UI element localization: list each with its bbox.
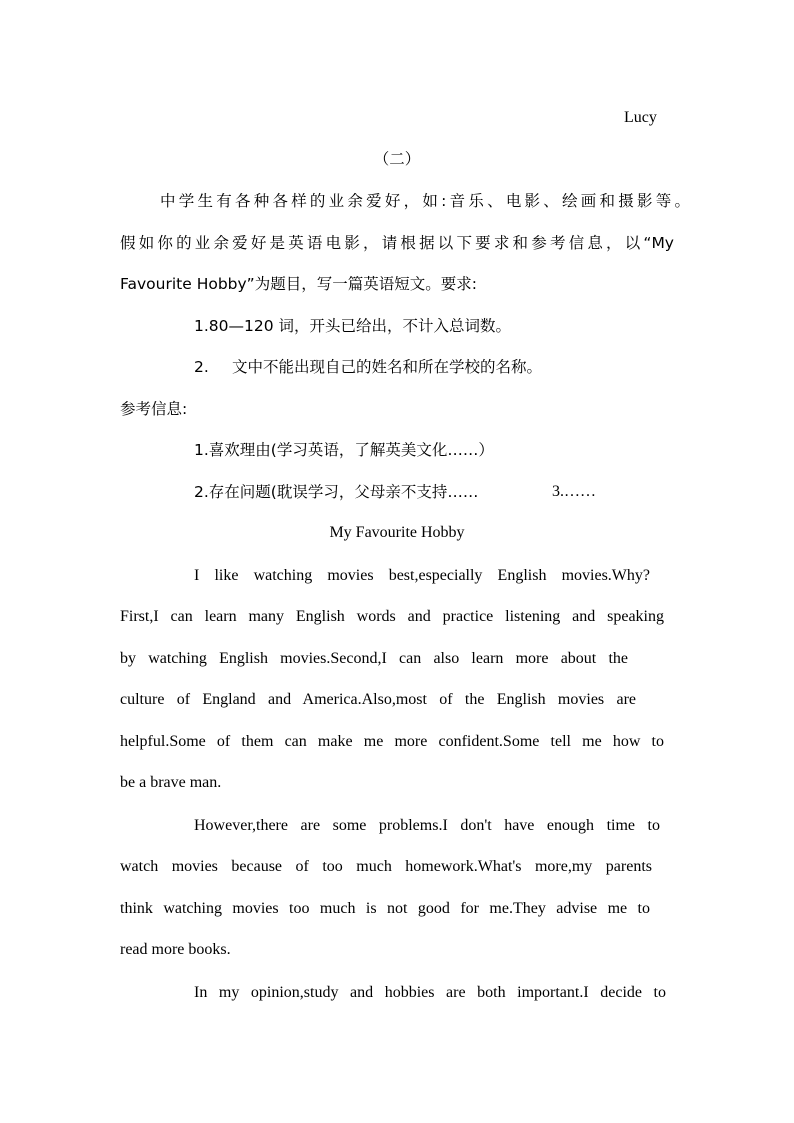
essay-p1-line-5: helpful.Some of them can make me more confident.Some tell me how to bbox=[120, 733, 664, 750]
prompt-line-3: Favourite Hobby”为题目，写一篇英语短文。要求: bbox=[120, 275, 477, 293]
reference-3: 3.…… bbox=[552, 483, 596, 500]
essay-p1-line-3: by watching English movies.Second,I can also learn more about the bbox=[120, 650, 628, 667]
reference-2: 2.存在问题(耽误学习，父母亲不支持…… bbox=[194, 483, 479, 501]
essay-p1-line-1: I like watching movies best,especially English movies.Why? bbox=[194, 567, 650, 584]
essay-p1-line-2: First,I can learn many English words and practice listening and speaking bbox=[120, 608, 664, 625]
essay-p1-line-4: culture of England and America.Also,most of the English movies are bbox=[120, 691, 636, 708]
requirement-2-text: 文中不能出现自己的姓名和所在学校的名称。 bbox=[232, 358, 543, 376]
essay-p2-line-3: think watching movies too much is not good for me.They advise me to bbox=[120, 900, 650, 917]
reference-1: 1.喜欢理由(学习英语，了解英美文化……） bbox=[194, 441, 494, 459]
essay-p1-line-6: be a brave man. bbox=[120, 774, 222, 791]
requirement-2-number: 2. bbox=[194, 358, 209, 376]
essay-p2-line-2: watch movies because of too much homework.What's more,my parents bbox=[120, 858, 652, 875]
prompt-line-2: 假如你的业余爱好是英语电影，请根据以下要求和参考信息，以“My bbox=[120, 234, 674, 252]
prompt-line-1: 中学生有各种各样的业余爱好，如:音乐、电影、绘画和摄影等。 bbox=[160, 192, 690, 210]
section-number: （二） bbox=[373, 150, 421, 168]
reference-heading: 参考信息: bbox=[120, 400, 188, 418]
essay-title: My Favourite Hobby bbox=[329, 524, 465, 541]
author-name: Lucy bbox=[624, 109, 657, 126]
essay-p2-line-4: read more books. bbox=[120, 941, 231, 958]
essay-p2-line-1: However,there are some problems.I don't have enough time to bbox=[194, 817, 660, 834]
essay-p3-line-1: In my opinion,study and hobbies are both important.I decide to bbox=[194, 984, 666, 1001]
requirement-1: 1.80—120 词，开头已给出，不计入总词数。 bbox=[194, 317, 512, 335]
